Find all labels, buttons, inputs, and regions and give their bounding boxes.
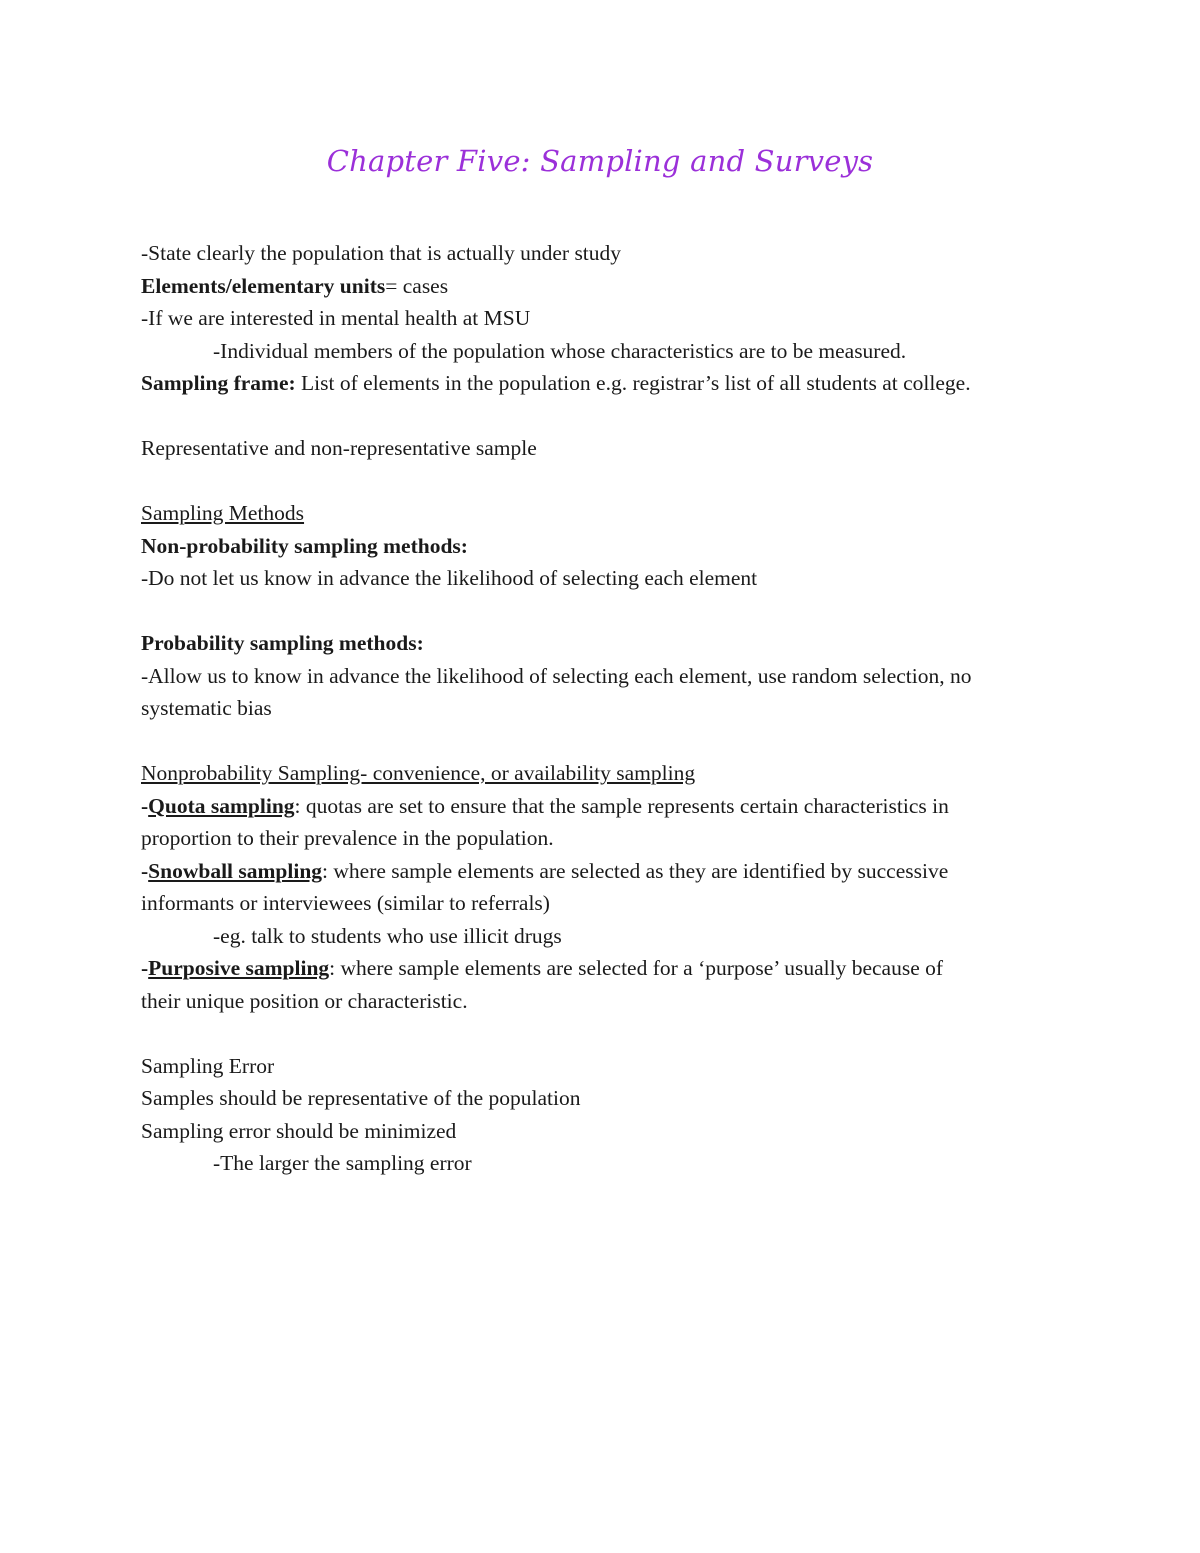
sampling-error-line-3: -The larger the sampling error: [213, 1151, 472, 1175]
sampling-error-line-1: Samples should be representative of the population: [141, 1086, 581, 1110]
sampling-error-line-2: Sampling error should be minimized: [141, 1118, 457, 1143]
quota-sampling-line-2: proportion to their prevalence in the population.: [141, 826, 554, 850]
spacer: [141, 400, 1071, 433]
document-body: [141, 237, 1071, 1180]
probability-description-line-2: systematic bias: [141, 696, 272, 720]
individual-members-line: -Individual members of the population whose characteristics are to be measured.: [213, 338, 907, 363]
snowball-example-line: -eg. talk to students who use illicit drugs: [213, 923, 562, 948]
snowball-sampling-definition: : where sample elements are selected as they are identified by successive: [322, 858, 949, 883]
interested-line: -If we are interested in mental health at MSU: [141, 306, 531, 330]
elements-line: [141, 270, 1071, 303]
quota-dash: -: [141, 793, 149, 818]
probability-description-line-1: -Allow us to know in advance the likelihood of selecting each element, use random selection, no: [141, 663, 972, 688]
sampling-methods-heading: Sampling Methods: [141, 501, 305, 525]
spacer: [141, 725, 1071, 758]
spacer: [141, 1017, 1071, 1050]
purposive-dash: -: [141, 956, 149, 980]
sampling-error-heading: Sampling Error: [141, 1053, 275, 1078]
purposive-sampling-line-2: their unique position or characteristic.: [141, 988, 468, 1013]
page-title: Chapter Five: Sampling and Surveys: [326, 144, 874, 178]
quota-sampling-term: Quota sampling: [148, 793, 295, 818]
elements-definition: = cases: [385, 273, 449, 298]
spacer: [141, 595, 1071, 628]
quota-sampling-line-1: [141, 790, 1071, 823]
quota-sampling-definition: : quotas are set to ensure that the sample represents certain characteristics in: [294, 793, 949, 818]
snowball-sampling-line-1: [141, 855, 1071, 888]
non-probability-heading: Non-probability sampling methods:: [141, 533, 468, 558]
state-population-line: -State clearly the population that is actually under study: [141, 241, 622, 265]
sampling-frame-line: [141, 367, 1071, 400]
snowball-sampling-term: Snowball sampling: [148, 858, 323, 883]
nonprobability-sampling-heading: Nonprobability Sampling- convenience, or availability sampling: [141, 761, 696, 785]
purposive-sampling-line-1: [141, 952, 1071, 985]
purposive-sampling-term: Purposive sampling: [148, 956, 330, 980]
sampling-frame-definition: List of elements in the population e.g. registrar’s list of all students at college.: [295, 371, 971, 395]
spacer: [141, 465, 1071, 498]
probability-heading: Probability sampling methods:: [141, 631, 424, 655]
representative-line: Representative and non-representative sample: [141, 436, 537, 460]
purposive-sampling-definition: : where sample elements are selected for a ‘purpose’ usually because of: [329, 956, 944, 980]
sampling-frame-term: Sampling frame:: [141, 371, 296, 395]
snowball-sampling-line-2: informants or interviewees (similar to referrals): [141, 891, 550, 915]
non-probability-description: -Do not let us know in advance the likelihood of selecting each element: [141, 566, 758, 590]
snowball-dash: -: [141, 858, 149, 883]
elements-term: Elements/elementary units: [141, 273, 386, 298]
